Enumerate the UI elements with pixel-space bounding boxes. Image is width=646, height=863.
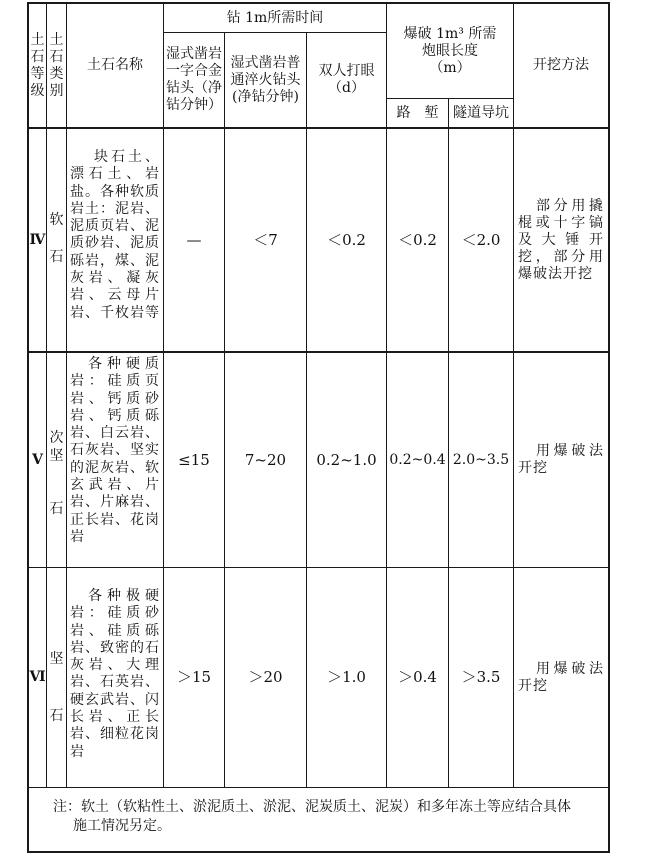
row-iv-category-bottom: 石: [49, 249, 64, 265]
row-iv-category-top: 软: [49, 212, 64, 228]
header-blast-tunnel: 隧道导坑: [453, 104, 509, 121]
row-iv-normal: ＜7: [253, 230, 278, 249]
row-v-category-bottom: 石: [49, 501, 64, 517]
row-v-category-top: 次: [49, 430, 64, 446]
row-v-alloy: ≤15: [178, 450, 210, 469]
row-v-name: 各种硬质岩：硅质页岩、钙质砂岩、钙质砾岩、白云岩、石灰岩、坚实的泥灰岩、软玄武岩、片岩、片麻岩、正长岩、花岗岩: [70, 356, 160, 545]
row-v-normal: 7~20: [244, 450, 287, 469]
header-method: 开挖方法: [533, 57, 589, 73]
note-line-1: 注：软土（软粘性土、淤泥质土、淤泥、泥炭质土、泥炭）和多年冻土等应结合具体: [53, 799, 571, 815]
row-vi-category-bottom: 石: [49, 708, 64, 724]
header-grade: 土石等级: [30, 31, 45, 99]
header-drill-normal: 湿式凿岩普通淬火钻头(净钻分钟): [230, 54, 301, 105]
row-vi-alloy: ＞15: [176, 668, 212, 686]
rock-classification-table: [27, 2, 610, 854]
table-note: [29, 798, 608, 848]
row-v-grade: Ⅴ: [32, 451, 43, 468]
row-vi-category-top: 坚: [49, 651, 64, 667]
header-blast-group: 爆破 1m³ 所需 炮眼长度 （m）: [403, 25, 497, 76]
header-category: 土石类别: [49, 31, 64, 99]
header-drill-group: 钻 1m所需时间: [226, 9, 324, 26]
row-iv-name: 块石土、漂石土、岩盐。各种软质岩土：泥岩、泥质页岩、泥质砂岩、泥质砾岩，煤、泥灰岩、凝灰岩、云母片岩、千枚岩等: [70, 149, 160, 321]
note-line-2: 施工情况另定。: [73, 818, 171, 834]
header-blast-road: 路 堑: [396, 104, 439, 121]
row-vi-tunnel: ＞3.5: [461, 668, 501, 686]
row-v-manual: 0.2~1.0: [316, 450, 377, 469]
row-iv-tunnel: ＜2.0: [461, 230, 501, 249]
row-vi-road: ＞0.4: [398, 668, 437, 686]
row-v-road: 0.2~0.4: [389, 451, 446, 468]
row-vi-manual: ＞1.0: [327, 668, 366, 686]
row-v-tunnel: 2.0~3.5: [452, 451, 510, 468]
row-v-method: 用爆破法开挖: [518, 443, 604, 476]
header-name: 土石名称: [87, 57, 143, 73]
row-vi-normal: ＞20: [248, 668, 283, 686]
row-iv-method: 部分用撬棍或十字镐及大锤开挖，部分用爆破法开挖: [518, 197, 604, 282]
row-v-category-mid: 坚: [49, 447, 64, 464]
row-iv-alloy: —: [186, 230, 202, 249]
header-drill-manual: 双人打眼（d）: [318, 63, 375, 96]
header-drill-alloy: 湿式凿岩一字合金钻头（净钻分钟）: [166, 46, 222, 113]
row-vi-grade: Ⅵ: [29, 669, 46, 685]
row-iv-manual: ＜0.2: [327, 230, 366, 249]
row-vi-name: 各种极硬岩：硅质砂岩、硅质砾岩、致密的石灰岩、大理岩、石英岩、硬玄武岩、闪长岩、正长岩、细粒花岗岩: [70, 588, 160, 760]
row-iv-road: ＜0.2: [398, 230, 437, 249]
row-iv-grade: Ⅳ: [29, 231, 46, 248]
row-vi-method: 用爆破法开挖: [518, 660, 604, 694]
